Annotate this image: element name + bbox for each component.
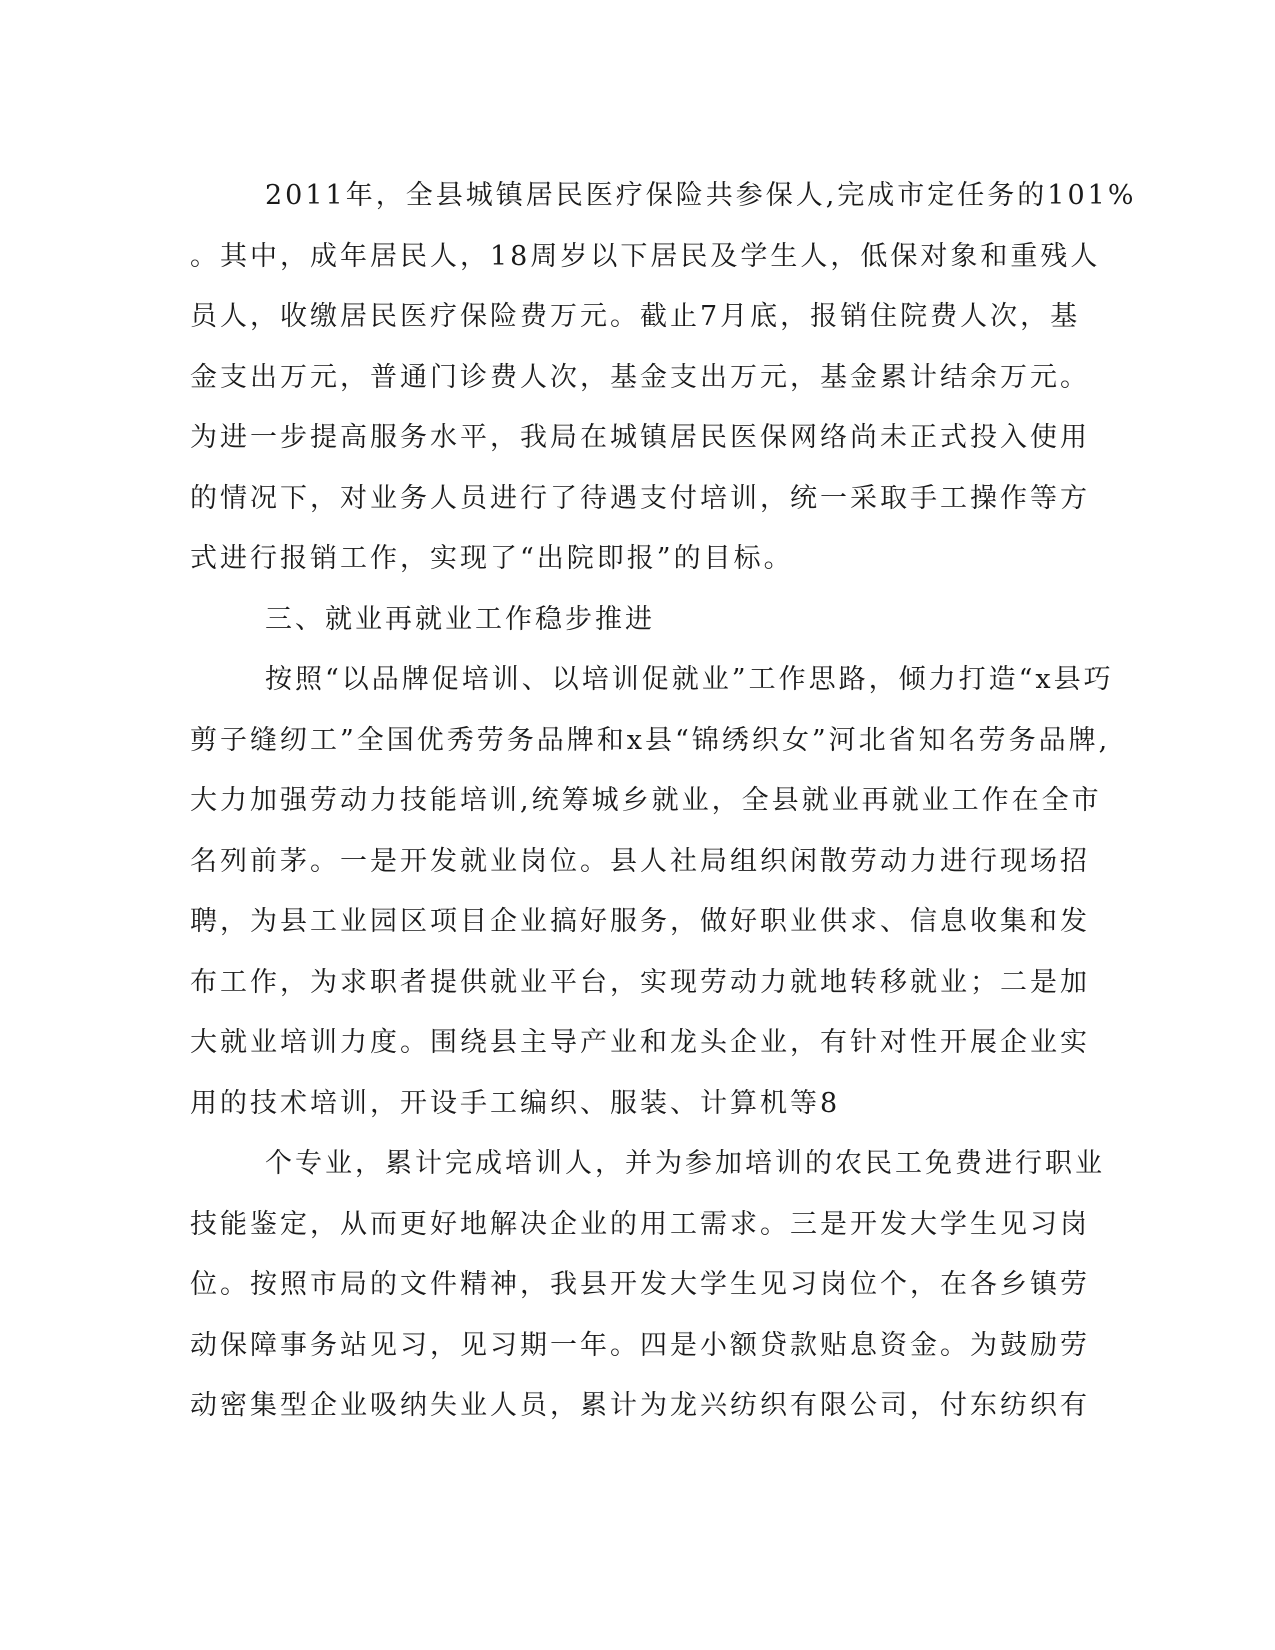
text-line: 名列前茅。一是开发就业岗位。县人社局组织闲散劳动力进行现场招 xyxy=(190,845,1090,877)
text-line: 员人，收缴居民医疗保险费万元。截止7月底，报销住院费人次，基 xyxy=(190,301,1081,332)
document-body xyxy=(190,166,1137,1437)
text-line: 位。按照市局的文件精神，我县开发大学生见习岗位个，在各乡镇劳 xyxy=(190,1269,1090,1300)
text-line: 大就业培训力度。围绕县主导产业和龙头企业，有针对性开展企业实 xyxy=(190,1027,1090,1058)
text-line: 动密集型企业吸纳失业人员，累计为龙兴纺织有限公司，付东纺织有 xyxy=(190,1390,1090,1421)
section-heading: 三、就业再就业工作稳步推进 xyxy=(265,603,655,635)
text-line: 按照“以品牌促培训、以培训促就业”工作思路，倾力打造“x县巧 xyxy=(265,664,1114,695)
text-line: 式进行报销工作，实现了“出院即报”的目标。 xyxy=(190,543,794,574)
text-line: 。其中，成年居民人，18周岁以下居民及学生人，低保对象和重残人 xyxy=(190,240,1101,272)
text-line: 用的技术培训，开设手工编织、服装、计算机等8 xyxy=(190,1087,841,1119)
text-line: 的情况下，对业务人员进行了待遇支付培训，统一采取手工操作等方 xyxy=(190,482,1090,514)
text-line: 为进一步提高服务水平，我局在城镇居民医保网络尚未正式投入使用 xyxy=(190,422,1090,453)
text-line: 金支出万元，普通门诊费人次，基金支出万元，基金累计结余万元。 xyxy=(190,361,1090,393)
text-line: 个专业，累计完成培训人，并为参加培训的农民工免费进行职业 xyxy=(265,1148,1105,1179)
text-line: 技能鉴定，从而更好地解决企业的用工需求。三是开发大学生见习岗 xyxy=(190,1208,1090,1240)
text-line: 2011年，全县城镇居民医疗保险共参保人,完成市定任务的101% xyxy=(265,180,1137,211)
text-line: 动保障事务站见习，见习期一年。四是小额贷款贴息资金。为鼓励劳 xyxy=(190,1329,1090,1361)
text-line: 大力加强劳动力技能培训,统筹城乡就业，全县就业再就业工作在全市 xyxy=(190,785,1102,816)
text-line: 聘，为县工业园区项目企业搞好服务，做好职业供求、信息收集和发 xyxy=(190,906,1090,937)
text-line: 布工作，为求职者提供就业平台，实现劳动力就地转移就业；二是加 xyxy=(190,966,1090,998)
text-line: 剪子缝纫工”全国优秀劳务品牌和x县“锦绣织女”河北省知名劳务品牌, xyxy=(190,724,1111,756)
